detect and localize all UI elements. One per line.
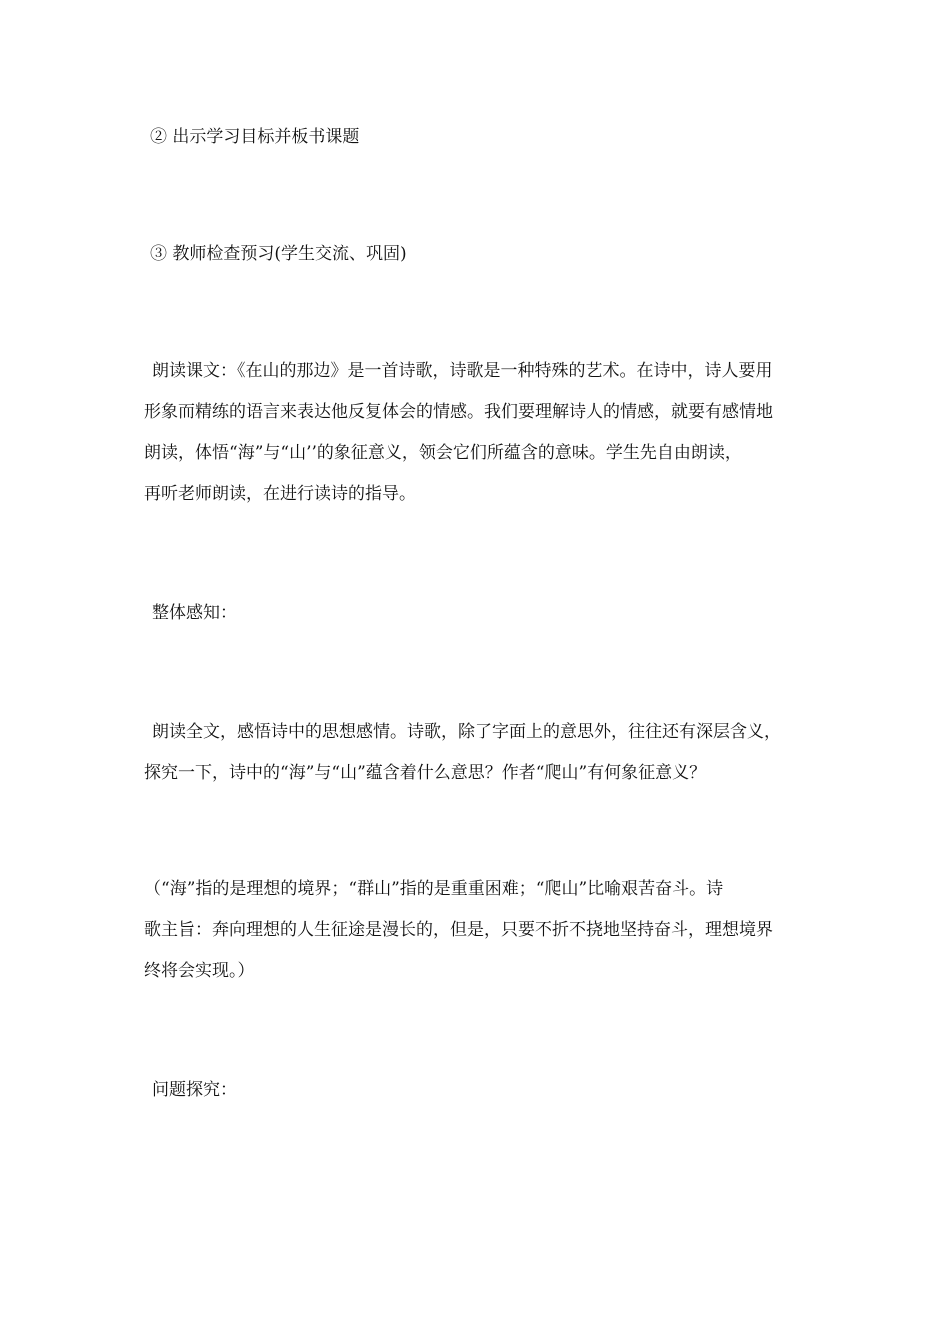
step-3-text: ③ 教师检查预习(学生交流、巩固)	[150, 244, 407, 264]
reading-paragraph	[144, 351, 806, 515]
reading-line: 朗读，体悟“海”与“山’’的象征意义，领会它们所蕴含的意味。学生先自由朗读，	[144, 443, 742, 463]
inquiry-heading-text: 问题探究：	[152, 1080, 237, 1100]
overall-line: 探究一下，诗中的“海”与“山”蕴含着什么意思？作者“爬山”有何象征意义？	[144, 763, 707, 783]
overall-heading-text: 整体感知：	[152, 603, 237, 623]
overall-heading	[144, 593, 806, 634]
answer-line: 终将会实现。）	[144, 961, 255, 981]
reading-line: 再听老师朗读，在进行读诗的指导。	[144, 484, 416, 504]
answer-line: （“海”指的是理想的境界；“群山”指的是重重困难；“爬山”比喻艰苦奋斗。诗	[144, 879, 724, 899]
answer-line: 歌主旨：奔向理想的人生征途是漫长的，但是，只要不折不挠地坚持奋斗，理想境界	[144, 920, 773, 940]
inquiry-heading	[144, 1070, 806, 1111]
step-3-heading	[144, 234, 806, 275]
overall-paragraph	[144, 712, 806, 794]
step-2-heading	[144, 117, 806, 158]
reading-line: 朗读课文：《在山的那边》是一首诗歌，诗歌是一种特殊的艺术。在诗中，诗人要用	[152, 361, 773, 381]
overall-line: 朗读全文，感悟诗中的思想感情。诗歌，除了字面上的意思外，往往还有深层含义，	[152, 722, 781, 742]
step-2-text: ② 出示学习目标并板书课题	[150, 127, 360, 147]
answer-paragraph	[144, 869, 806, 992]
reading-line: 形象而精练的语言来表达他反复体会的情感。我们要理解诗人的情感，就要有感情地	[144, 402, 773, 422]
